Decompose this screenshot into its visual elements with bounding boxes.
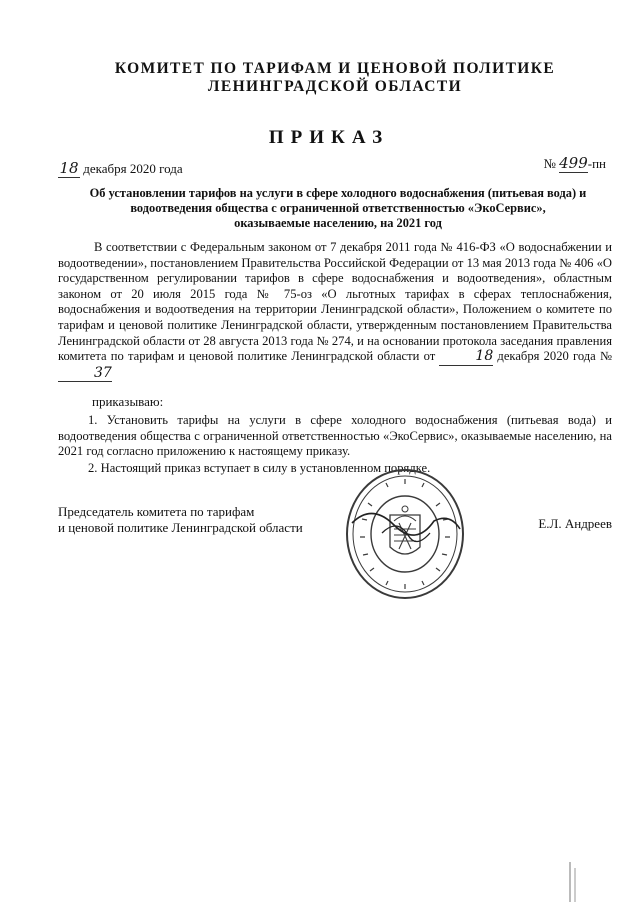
order-item-1: 1. Установить тарифы на услуги в сфере холодного водоснабжения (питьевая вода) и водоотведения общества с ограниченной ответственностью «ЭкоСервис», оказываемые населению, на 2021 год согласно приложению к настоящему приказу. (58, 413, 612, 459)
preamble-text: В соответствии с Федеральным законом от 7 декабря 2011 года № 416-ФЗ «О водоснабжении и водоотведении», постановлением Правительства Российской Федерации от 13 мая 2013 года № 406 «О государственном регулировании тарифов в сфере водоснабжения и водоотведения», областным законом от 20 июля 2015 года № 75-оз «О льготных тарифах в сферах теплоснабжения, водоснабжения и водоотведения на территории Ленинградской области», Положением о комитете по тарифам и ценовой политике Ленинградской области, утвержденным постановлением Правительства Ленинградской области от 28 августа 2013 года № 274, и на основании протокола заседания правления комитета по тарифам и ценовой политике Ленинградской области от (58, 240, 612, 364)
committee-header (60, 60, 610, 96)
order-item-2: 2. Настоящий приказ вступает в силу в установленном порядке. (88, 461, 431, 475)
protocol-day: 18 (439, 349, 493, 366)
orders-word: приказываю: (92, 394, 164, 409)
order-date-day: 18 (59, 159, 79, 177)
official-seal (342, 463, 468, 605)
signatory-name: Е.Л. Андреев (538, 516, 612, 531)
signatory-position-line2: и ценовой политике Ленинградской области (58, 519, 303, 535)
order-date (58, 159, 183, 178)
preamble-text-mid: декабря 2020 года № (497, 349, 612, 364)
signatory-position (58, 504, 303, 535)
committee-name-line2: ЛЕНИНГРАДСКОЙ ОБЛАСТИ (207, 78, 463, 95)
order-date-rest: декабря 2020 года (83, 161, 183, 176)
document-title: ПРИКАЗ (268, 127, 390, 148)
preamble-paragraph (58, 240, 612, 382)
subject-line1: Об установлении тарифов на услуги в сфере холодного водоснабжения (питьевая вода) и (89, 186, 587, 200)
committee-name-line1: КОМИТЕТ ПО ТАРИФАМ И ЦЕНОВОЙ ПОЛИТИКЕ (114, 60, 556, 77)
protocol-number: 37 (58, 366, 112, 383)
order-number (543, 154, 606, 173)
order-subject (58, 186, 618, 230)
subject-line3: оказываемые населению, на 2021 год (234, 215, 442, 230)
order-number-value: 499 (559, 154, 588, 172)
order-number-sign: № (543, 156, 556, 171)
scan-edge-marks (568, 862, 578, 902)
subject-line2: водоотведения общества с ограниченной ответственностью «ЭкоСервис», (130, 200, 546, 215)
signatory-position-line1: Председатель комитета по тарифам (58, 504, 255, 519)
order-number-suffix: -пн (587, 156, 606, 171)
